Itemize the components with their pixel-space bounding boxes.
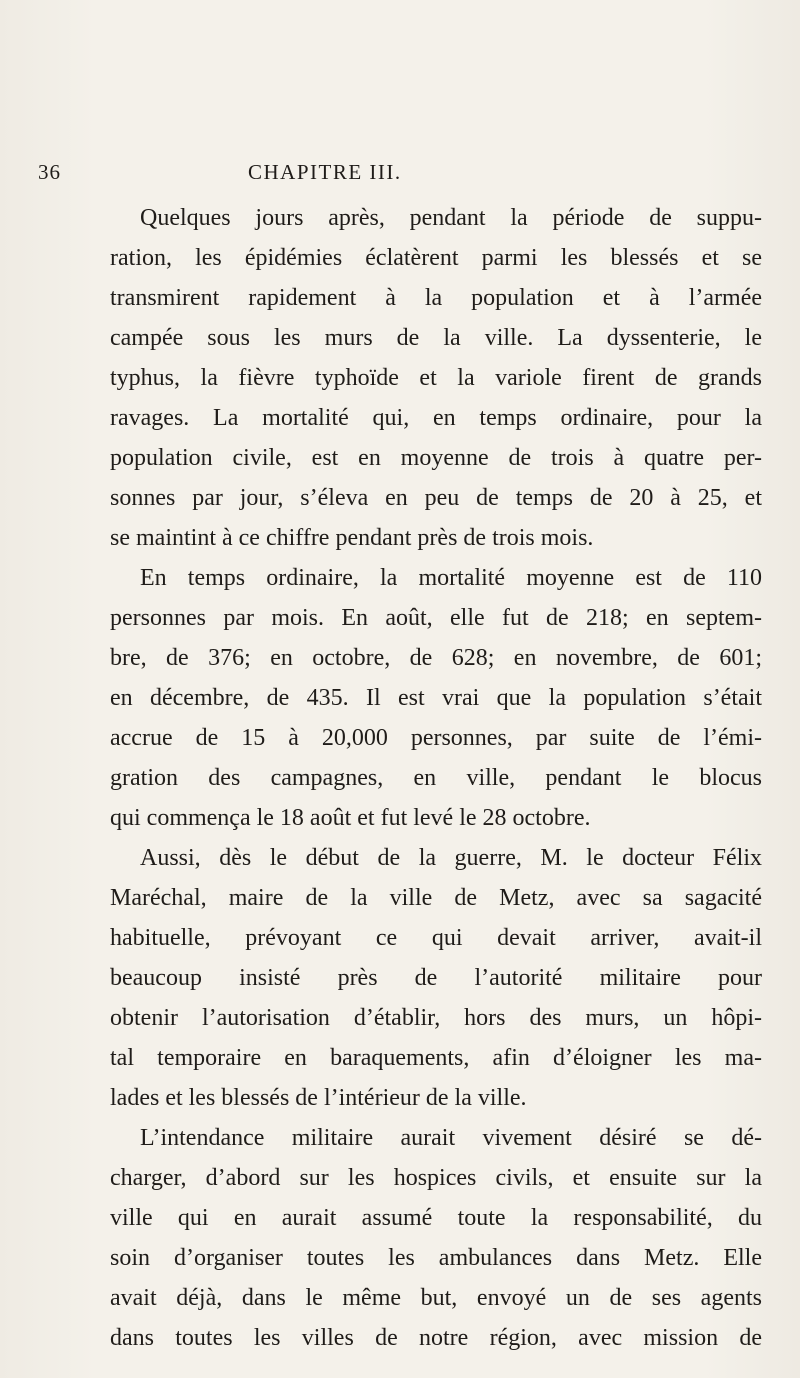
text-line: soin d’organiser toutes les ambulances dans Metz. Elle [110,1245,762,1271]
text-line: sonnes par jour, s’éleva en peu de temps de 20 à 25, et [110,485,762,511]
text-line: tal temporaire en baraquements, afin d’éloigner les ma- [110,1045,762,1071]
text-line: lades et les blessés de l’intérieur de la ville. [110,1085,527,1111]
text-line: ravages. La mortalité qui, en temps ordinaire, pour la [110,405,762,431]
text-line: Maréchal, maire de la ville de Metz, avec sa sagacité [110,885,762,911]
text-line: personnes par mois. En août, elle fut de 218; en septem- [110,605,762,631]
text-line: ville qui en aurait assumé toute la responsabilité, du [110,1205,762,1231]
text-line: L’intendance militaire aurait vivement désiré se dé- [140,1125,762,1151]
text-line: habituelle, prévoyant ce qui devait arriver, avait-il [110,925,762,951]
text-line: beaucoup insisté près de l’autorité militaire pour [110,965,762,991]
text-line: bre, de 376; en octobre, de 628; en novembre, de 601; [110,645,762,671]
chapter-title: CHAPITRE III. [248,160,402,184]
text-line: campée sous les murs de la ville. La dyssenterie, le [110,325,762,351]
text-line: charger, d’abord sur les hospices civils, et ensuite sur la [110,1165,762,1191]
text-line: accrue de 15 à 20,000 personnes, par suite de l’émi- [110,725,762,751]
text-line: qui commença le 18 août et fut levé le 28 octobre. [110,805,591,831]
text-line: En temps ordinaire, la mortalité moyenne est de 110 [140,565,762,591]
text-line: obtenir l’autorisation d’établir, hors des murs, un hôpi- [110,1005,762,1031]
text-line: population civile, est en moyenne de trois à quatre per- [110,445,762,471]
text-line: avait déjà, dans le même but, envoyé un de ses agents [110,1285,762,1311]
text-line: Aussi, dès le début de la guerre, M. le docteur Félix [140,845,762,871]
text-line: dans toutes les villes de notre région, avec mission de [110,1325,762,1351]
text-line: typhus, la fièvre typhoïde et la variole firent de grands [110,365,762,391]
text-line: se maintint à ce chiffre pendant près de trois mois. [110,525,594,551]
text-line: gration des campagnes, en ville, pendant le blocus [110,765,762,791]
text-line: Quelques jours après, pendant la période de suppu- [140,205,762,231]
text-line: en décembre, de 435. Il est vrai que la population s’était [110,685,762,711]
text-line: ration, les épidémies éclatèrent parmi les blessés et se [110,245,762,271]
text-line: transmirent rapidement à la population et à l’armée [110,285,762,311]
running-head [38,160,758,184]
page-number: 36 [38,160,61,184]
